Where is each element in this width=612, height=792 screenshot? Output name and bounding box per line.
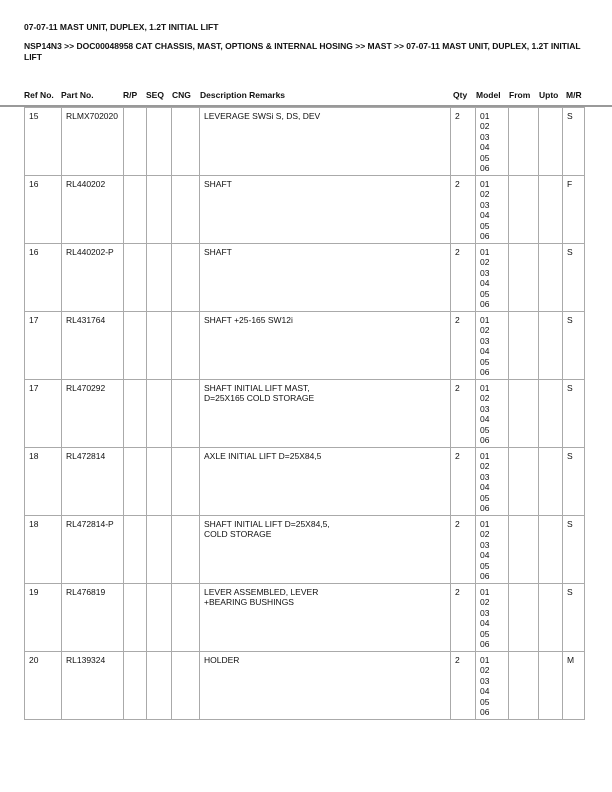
model-cell: 01 02 03 04 05 06 — [476, 448, 509, 516]
cng-cell — [172, 652, 200, 720]
rp-cell — [124, 516, 147, 584]
ref-cell: 20 — [25, 652, 62, 720]
seq-cell — [147, 516, 172, 584]
model-cell: 01 02 03 04 05 06 — [476, 652, 509, 720]
table-row — [25, 448, 585, 516]
rp-cell — [124, 176, 147, 244]
part-number-cell: RL440202 — [62, 176, 124, 244]
qty-cell: 2 — [451, 448, 476, 516]
from-cell — [509, 448, 539, 516]
model-cell: 01 02 03 04 05 06 — [476, 584, 509, 652]
description-cell: SHAFT INITIAL LIFT MAST, D=25X165 COLD STORAGE — [200, 380, 451, 448]
from-cell — [509, 652, 539, 720]
mr-cell: S — [563, 380, 585, 448]
rp-cell — [124, 652, 147, 720]
mr-cell: S — [563, 108, 585, 176]
mr-cell: M — [563, 652, 585, 720]
part-number-cell: RL472814 — [62, 448, 124, 516]
from-cell — [509, 244, 539, 312]
header-from: From — [509, 90, 531, 100]
page-title: 07-07-11 MAST UNIT, DUPLEX, 1.2T INITIAL LIFT — [24, 22, 219, 32]
cng-cell — [172, 584, 200, 652]
mr-cell: S — [563, 244, 585, 312]
header-qty: Qty — [453, 90, 468, 100]
qty-cell: 2 — [451, 652, 476, 720]
upto-cell — [539, 176, 563, 244]
ref-cell: 19 — [25, 584, 62, 652]
seq-cell — [147, 244, 172, 312]
table-row — [25, 176, 585, 244]
description-cell: SHAFT — [200, 176, 451, 244]
from-cell — [509, 380, 539, 448]
seq-cell — [147, 380, 172, 448]
breadcrumb: NSP14N3 >> DOC00048958 CAT CHASSIS, MAST, OPTIONS & INTERNAL HOSING >> MAST >> 07-07-11 MAST UNIT, DUPLEX, 1.2T INITIAL LIFT — [24, 41, 581, 62]
parts-table — [24, 107, 585, 720]
table-row — [25, 380, 585, 448]
header-ref: Ref No. — [24, 90, 54, 100]
part-number-cell: RL476819 — [62, 584, 124, 652]
ref-cell: 17 — [25, 380, 62, 448]
ref-cell: 18 — [25, 516, 62, 584]
description-cell: SHAFT INITIAL LIFT D=25X84,5, COLD STORAGE — [200, 516, 451, 584]
model-cell: 01 02 03 04 05 06 — [476, 312, 509, 380]
mr-cell: S — [563, 448, 585, 516]
upto-cell — [539, 516, 563, 584]
header-cng: CNG — [172, 90, 191, 100]
part-number-cell: RL431764 — [62, 312, 124, 380]
model-cell: 01 02 03 04 05 06 — [476, 516, 509, 584]
upto-cell — [539, 584, 563, 652]
header-model: Model — [476, 90, 501, 100]
seq-cell — [147, 584, 172, 652]
upto-cell — [539, 448, 563, 516]
part-number-cell: RLMX702020 — [62, 108, 124, 176]
header-part: Part No. — [61, 90, 94, 100]
part-number-cell: RL472814-P — [62, 516, 124, 584]
from-cell — [509, 176, 539, 244]
description-cell: LEVERAGE SWSi S, DS, DEV — [200, 108, 451, 176]
header-rp: R/P — [123, 90, 138, 100]
mr-cell: F — [563, 176, 585, 244]
description-cell: SHAFT — [200, 244, 451, 312]
rp-cell — [124, 108, 147, 176]
upto-cell — [539, 108, 563, 176]
table-row — [25, 312, 585, 380]
qty-cell: 2 — [451, 244, 476, 312]
ref-cell: 16 — [25, 176, 62, 244]
description-cell: LEVER ASSEMBLED, LEVER +BEARING BUSHINGS — [200, 584, 451, 652]
part-number-cell: RL139324 — [62, 652, 124, 720]
ref-cell: 15 — [25, 108, 62, 176]
cng-cell — [172, 448, 200, 516]
qty-cell: 2 — [451, 312, 476, 380]
upto-cell — [539, 652, 563, 720]
from-cell — [509, 516, 539, 584]
part-number-cell: RL440202-P — [62, 244, 124, 312]
ref-cell: 16 — [25, 244, 62, 312]
header-seq: SEQ — [146, 90, 164, 100]
rp-cell — [124, 244, 147, 312]
from-cell — [509, 108, 539, 176]
cng-cell — [172, 516, 200, 584]
mr-cell: S — [563, 516, 585, 584]
upto-cell — [539, 244, 563, 312]
upto-cell — [539, 380, 563, 448]
ref-cell: 18 — [25, 448, 62, 516]
rp-cell — [124, 380, 147, 448]
part-number-cell: RL470292 — [62, 380, 124, 448]
table-row — [25, 652, 585, 720]
qty-cell: 2 — [451, 516, 476, 584]
mr-cell: S — [563, 584, 585, 652]
seq-cell — [147, 312, 172, 380]
cng-cell — [172, 312, 200, 380]
model-cell: 01 02 03 04 05 06 — [476, 176, 509, 244]
model-cell: 01 02 03 04 05 06 — [476, 244, 509, 312]
table-row — [25, 584, 585, 652]
seq-cell — [147, 652, 172, 720]
header-desc: Description Remarks — [200, 90, 286, 100]
rp-cell — [124, 448, 147, 516]
qty-cell: 2 — [451, 584, 476, 652]
header-mr: M/R — [566, 90, 582, 100]
description-cell: SHAFT +25-165 SW12i — [200, 312, 451, 380]
seq-cell — [147, 448, 172, 516]
header-upto: Upto — [539, 90, 559, 100]
from-cell — [509, 584, 539, 652]
cng-cell — [172, 108, 200, 176]
description-cell: HOLDER — [200, 652, 451, 720]
model-cell: 01 02 03 04 05 06 — [476, 108, 509, 176]
qty-cell: 2 — [451, 380, 476, 448]
seq-cell — [147, 176, 172, 244]
table-row — [25, 244, 585, 312]
cng-cell — [172, 176, 200, 244]
rp-cell — [124, 584, 147, 652]
qty-cell: 2 — [451, 108, 476, 176]
from-cell — [509, 312, 539, 380]
table-row — [25, 516, 585, 584]
description-cell: AXLE INITIAL LIFT D=25X84,5 — [200, 448, 451, 516]
mr-cell: S — [563, 312, 585, 380]
cng-cell — [172, 244, 200, 312]
table-row — [25, 108, 585, 176]
ref-cell: 17 — [25, 312, 62, 380]
seq-cell — [147, 108, 172, 176]
qty-cell: 2 — [451, 176, 476, 244]
model-cell: 01 02 03 04 05 06 — [476, 380, 509, 448]
upto-cell — [539, 312, 563, 380]
cng-cell — [172, 380, 200, 448]
rp-cell — [124, 312, 147, 380]
